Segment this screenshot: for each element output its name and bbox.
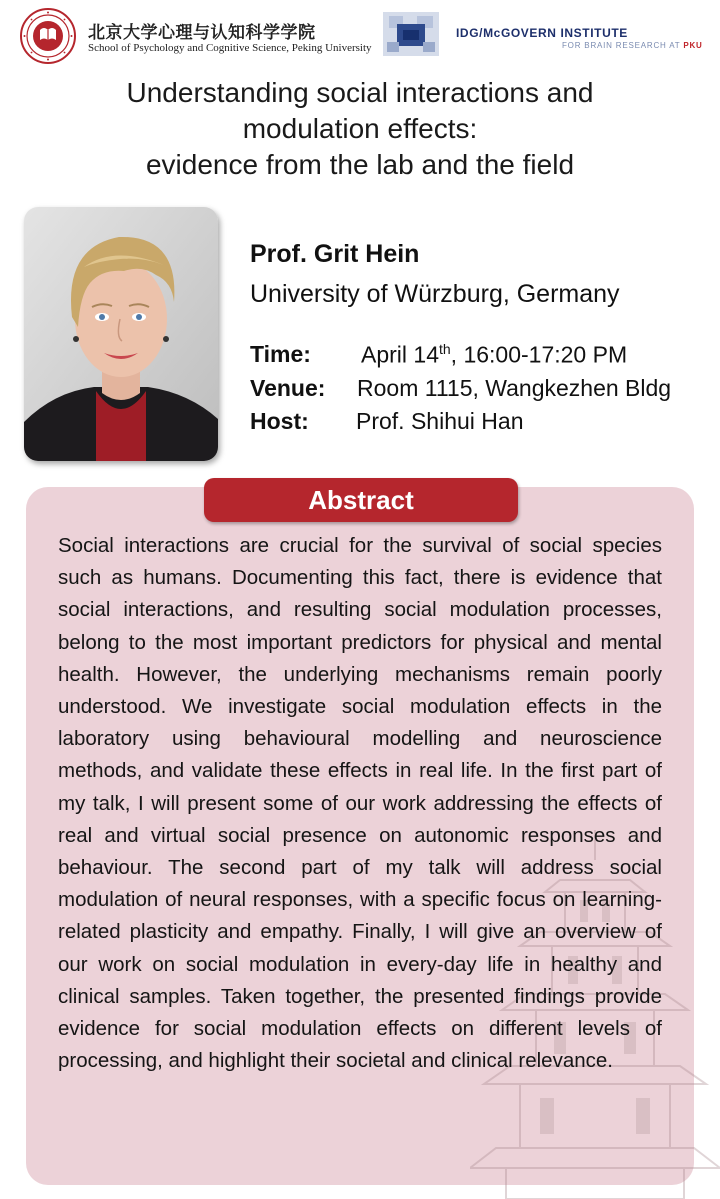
institute-subtitle	[562, 41, 703, 50]
school-name-english: School of Psychology and Cognitive Science, Peking University	[88, 42, 372, 54]
time-range: , 16:00-17:20 PM	[450, 341, 628, 368]
header	[0, 0, 720, 62]
time-date: April 14	[361, 341, 439, 368]
school-name-chinese: 北京大学心理与认知科学学院	[88, 23, 316, 43]
talk-title-line-1: Understanding social interactions and	[126, 77, 594, 108]
speaker-affiliation: University of Würzburg, Germany	[250, 280, 620, 308]
time-date-suffix: th	[438, 341, 451, 357]
institute-subtitle-text: FOR BRAIN RESEARCH AT	[562, 41, 681, 50]
talk-title-line-2: modulation effects:	[242, 113, 478, 144]
speaker-portrait	[24, 207, 218, 461]
talk-title-line-3: evidence from the lab and the field	[145, 149, 575, 180]
host-value: Prof. Shihui Han	[356, 408, 524, 434]
venue-row	[250, 375, 672, 402]
time-row	[250, 341, 628, 368]
venue-value: Room 1115, Wangkezhen Bldg	[357, 375, 672, 401]
host-label: Host:	[250, 408, 309, 434]
institute-name: IDG/McGOVERN INSTITUTE	[456, 26, 628, 40]
host-row	[250, 408, 524, 435]
mcgovern-logo-icon	[383, 12, 439, 56]
time-label: Time:	[250, 341, 311, 367]
pku-seal-icon	[20, 8, 76, 64]
venue-label: Venue:	[250, 375, 326, 401]
talk-title	[20, 75, 700, 183]
abstract-text: Social interactions are crucial for the survival of social species such as humans. Documenting this fact, there is evidence that social interactions, and resulting social modulation processes, belong to the most important predictors for physical and mental health. However, the underlying mechanisms remain poorly understood. We investigate social modulation effects in the laboratory using behavioural modelling and neuroscience methods, and validate these effects in real life. In the first part of my talk, I will present some of our work addressing the effects of real and virtual social presence on autonomic responses and behaviour. The second part of my talk will address social modulation of neural responses, with a specific focus on learning-related plasticity and empathy. Finally, I will give an overview of our work on social modulation in every-day life in healthy and clinical samples. Taken together, the presented findings provide evidence for social modulation effects on different levels of processing, and highlight their societal and clinical relevance.	[58, 534, 662, 1073]
time-value	[361, 341, 627, 369]
speaker-name: Prof. Grit Hein	[250, 240, 420, 268]
institute-subtitle-pku: PKU	[683, 41, 703, 50]
abstract-heading: Abstract	[308, 485, 414, 515]
